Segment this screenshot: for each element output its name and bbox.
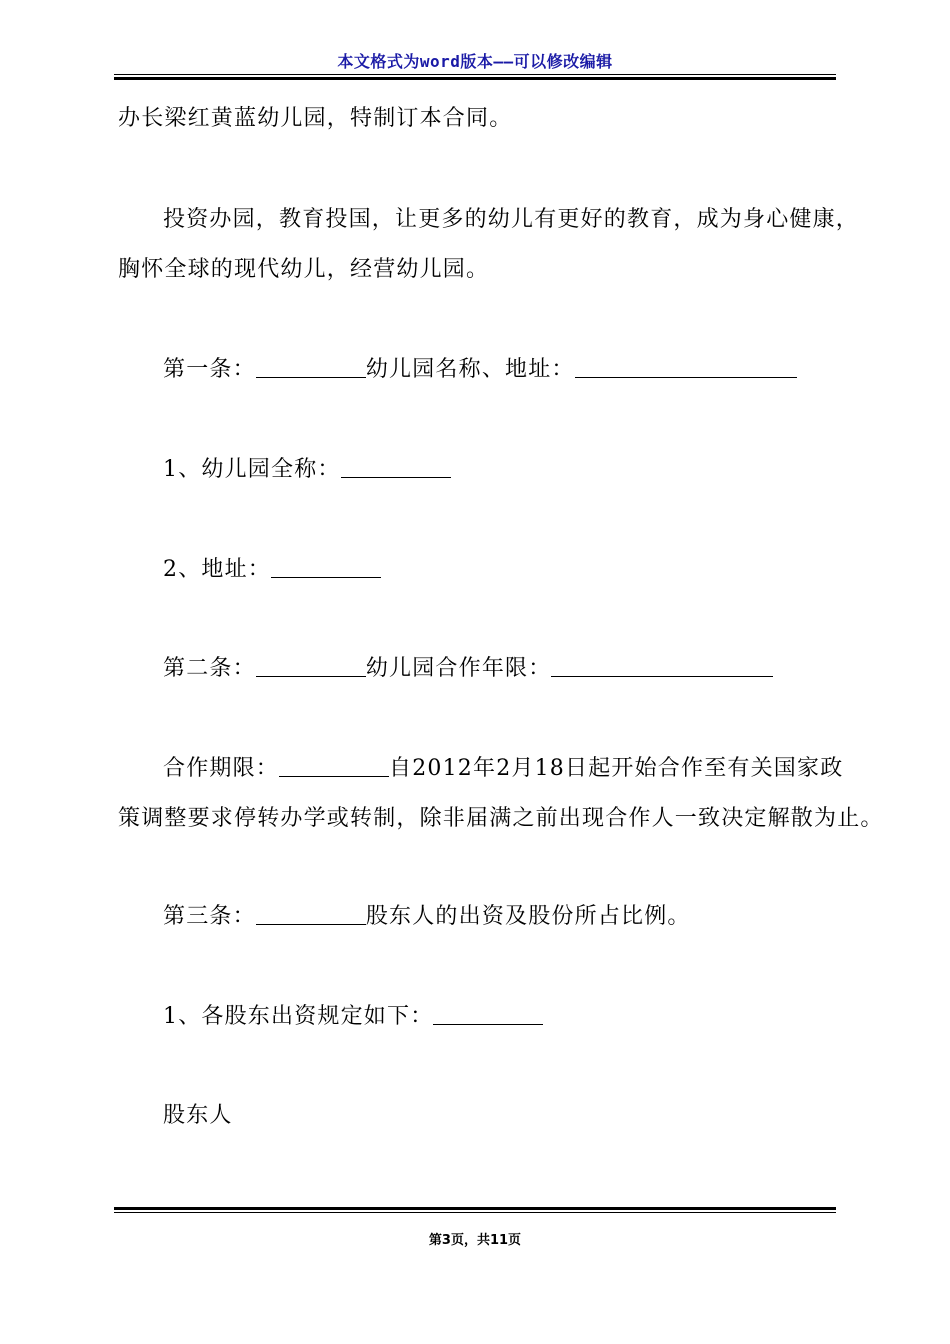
article-one-title: 幼儿园名称、地址： bbox=[365, 357, 575, 382]
blank-field[interactable] bbox=[256, 654, 366, 677]
article-one bbox=[118, 345, 797, 395]
blank-field[interactable] bbox=[271, 555, 381, 578]
blank-field[interactable] bbox=[279, 754, 389, 777]
article-two bbox=[118, 644, 773, 694]
blank-field[interactable] bbox=[256, 902, 366, 925]
blank-field[interactable] bbox=[575, 355, 797, 378]
shareholder-heading: 股东人 bbox=[163, 1103, 233, 1128]
paragraph-purpose-line1: 投资办园，教育投国，让更多的幼儿有更好的教育，成为身心健康， bbox=[163, 207, 860, 232]
article-three bbox=[118, 892, 691, 942]
blank-field[interactable] bbox=[551, 654, 773, 677]
shareholder-contribution bbox=[118, 992, 543, 1042]
article-two-label: 第二条： bbox=[163, 656, 256, 681]
blank-field[interactable] bbox=[341, 455, 451, 478]
shareholder-contribution-label: 1、各股东出资规定如下： bbox=[163, 1004, 434, 1029]
article-three-label: 第三条： bbox=[163, 904, 256, 929]
article-one-label: 第一条： bbox=[163, 357, 256, 382]
term-line1 bbox=[118, 744, 843, 794]
blank-field[interactable] bbox=[433, 1002, 543, 1025]
kindergarten-full-name bbox=[118, 445, 451, 495]
document-header: 本文格式为word版本——可以修改编辑 bbox=[337, 52, 613, 71]
blank-field[interactable] bbox=[256, 355, 366, 378]
kindergarten-address-label: 2、地址： bbox=[163, 557, 271, 582]
term-line2: 策调整要求停转办学或转制，除非届满之前出现合作人一致决定解散为止。 bbox=[118, 806, 884, 831]
paragraph-intro-end: 办长梁红黄蓝幼儿园，特制订本合同。 bbox=[118, 106, 513, 131]
footer-rule-thin bbox=[114, 1212, 836, 1213]
paragraph-purpose-line2: 胸怀全球的现代幼儿，经营幼儿园。 bbox=[118, 257, 490, 282]
header-rule-thin bbox=[114, 74, 836, 75]
term-label: 合作期限： bbox=[163, 756, 280, 781]
article-two-title: 幼儿园合作年限： bbox=[365, 656, 552, 681]
article-three-title: 股东人的出资及股份所占比例。 bbox=[365, 904, 691, 929]
footer-rule-thick bbox=[114, 1207, 836, 1210]
kindergarten-full-name-label: 1、幼儿园全称： bbox=[163, 457, 341, 482]
term-text: 自2012年2月18日起开始合作至有关国家政 bbox=[389, 756, 844, 781]
header-rule-thick bbox=[114, 77, 836, 80]
page-number: 第3页，共11页 bbox=[428, 1233, 522, 1248]
kindergarten-address bbox=[118, 545, 381, 595]
